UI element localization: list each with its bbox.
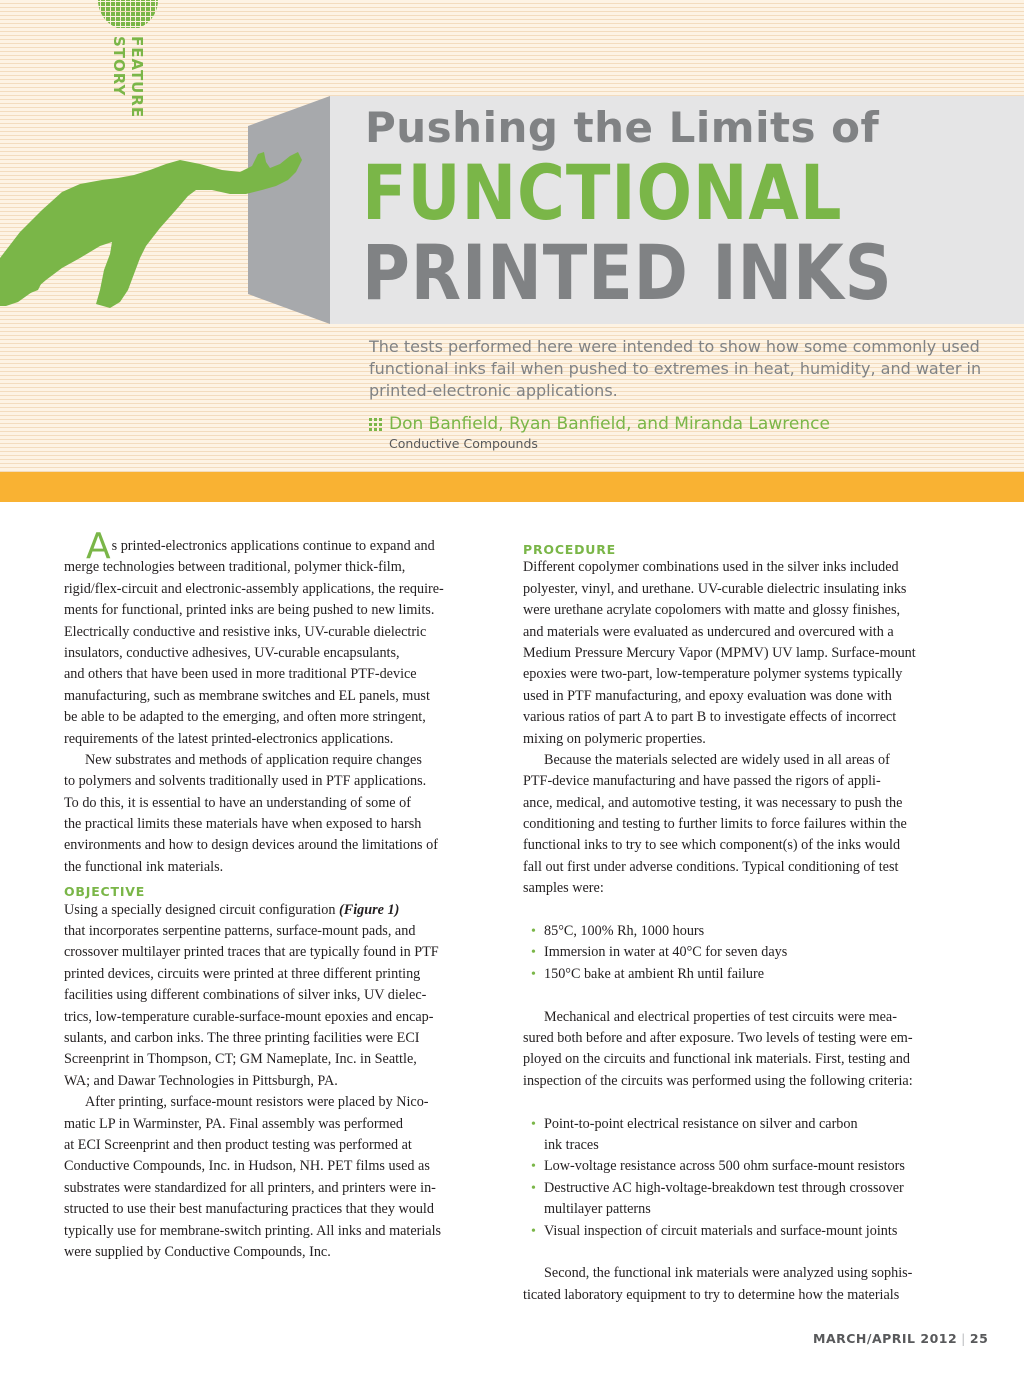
body-line: were supplied by Conductive Compounds, Inc. — [64, 1243, 331, 1260]
body-line: Using a specially designed circuit configuration (Figure 1) — [64, 901, 400, 918]
body-line: functional inks to try to see which component(s) of the inks would — [523, 837, 901, 854]
body-line: used in PTF manufacturing, and epoxy evaluation was done with — [523, 687, 892, 704]
body-line: ments for functional, printed inks are being pushed to new limits. — [64, 602, 435, 619]
bullet-icon: • — [531, 1116, 536, 1132]
dek-line: printed-electronic applications. — [369, 381, 618, 400]
body-line: ance, medical, and automotive testing, it was necessary to push the — [523, 794, 903, 811]
figure-reference: (Figure 1) — [339, 901, 400, 918]
body-line: WA; and Dawar Technologies in Pittsburgh, PA. — [64, 1072, 338, 1089]
body-line: epoxies were two-part, low-temperature polymer systems typically — [523, 666, 903, 683]
byline-grid-icon — [369, 418, 382, 431]
body-line: Medium Pressure Mercury Vapor (MPMV) UV lamp. Surface-mount — [523, 644, 916, 661]
body-line: merge technologies between traditional, polymer thick-film, — [64, 559, 406, 576]
body-line: As printed-electronics applications continue to expand and — [86, 526, 435, 567]
title-line-1: Pushing the Limits of — [365, 103, 880, 152]
body-line: polyester, vinyl, and urethane. UV-curable dielectric insulating inks — [523, 580, 907, 597]
body-line: ployed on the circuits and functional ink materials. First, testing and — [523, 1051, 910, 1068]
folio-separator: | — [961, 1331, 966, 1346]
body-line: Conductive Compounds, Inc. in Hudson, NH. PET films used as — [64, 1158, 430, 1175]
dek-line: functional inks fail when pushed to extremes in heat, humidity, and water in — [369, 359, 982, 378]
bullet-icon: • — [531, 1223, 536, 1239]
body-line: samples were: — [523, 880, 604, 897]
bullet-icon: • — [531, 1180, 536, 1196]
feature-tag-line1: FEATURE — [128, 36, 146, 119]
section-heading-objective: OBJECTIVE — [64, 884, 146, 900]
body-line: New substrates and methods of application require changes — [85, 751, 422, 768]
body-line: crossover multilayer printed traces that are typically found in PTF — [64, 944, 439, 961]
body-line: insulators, conductive adhesives, UV-curable encapsulants, — [64, 644, 400, 661]
body-line: conditioning and testing to further limits to force failures within the — [523, 816, 907, 833]
page-folio — [813, 1331, 988, 1346]
bullet-icon: • — [531, 924, 536, 940]
list-item: • 150°C bake at ambient Rh until failure — [523, 964, 963, 985]
list-item: • Low-voltage resistance across 500 ohm surface-mount resistors — [523, 1156, 963, 1177]
body-line: sured both before and after exposure. Two levels of testing were em- — [523, 1029, 913, 1046]
bullet-icon: • — [531, 945, 536, 961]
body-line: Screenprint in Thompson, CT; GM Nameplate, Inc. in Seattle, — [64, 1051, 417, 1068]
body-line: inspection of the circuits was performed using the following criteria: — [523, 1072, 913, 1089]
body-line: environments and how to design devices around the limitations of — [64, 837, 438, 854]
list-item: • Immersion in water at 40°C for seven days — [523, 942, 963, 963]
feature-story-tag — [110, 36, 146, 118]
body-line: and materials were evaluated as undercured and overcured with a — [523, 623, 894, 640]
body-line: to polymers and solvents traditionally used in PTF applications. — [64, 773, 427, 790]
bullet-icon: • — [531, 1159, 536, 1175]
body-line: manufacturing, such as membrane switches and EL panels, must — [64, 687, 430, 704]
dek-line: The tests performed here were intended to show how some commonly used — [369, 337, 980, 356]
body-line: were urethane acrylate copolomers with matte and glossy finishes, — [523, 602, 901, 619]
feature-tag-line2: STORY — [110, 36, 128, 97]
list-item: • Destructive AC high-voltage-breakdown test through crossover — [523, 1178, 963, 1199]
body-line: facilities using different combinations of silver inks, UV dielec- — [64, 987, 427, 1004]
left-column — [64, 526, 504, 1263]
body-line: Different copolymer combinations used in the silver inks included — [523, 559, 899, 576]
section-heading-procedure: PROCEDURE — [523, 542, 617, 557]
body-line: rigid/flex-circuit and electronic-assembly applications, the require- — [64, 580, 444, 597]
body-line: various ratios of part A to part B to investigate effects of incorrect — [523, 709, 897, 726]
body-line: and others that have been used in more traditional PTF-device — [64, 666, 417, 683]
list-item: • 85°C, 100% Rh, 1000 hours — [523, 921, 963, 942]
body-line: Because the materials selected are widely used in all areas of — [544, 751, 890, 768]
body-line: ticated laboratory equipment to try to determine how the materials — [523, 1286, 900, 1303]
body-line: Second, the functional ink materials were analyzed using sophis- — [544, 1265, 913, 1282]
body-line: that incorporates serpentine patterns, surface-mount pads, and — [64, 923, 416, 940]
body-line: After printing, surface-mount resistors were placed by Nico- — [85, 1094, 429, 1111]
body-line: fall out first under adverse conditions. Typical conditioning of test — [523, 858, 899, 875]
author-names: Don Banfield, Ryan Banfield, and Miranda Lawrence — [389, 414, 830, 434]
body-line: substrates were standardized for all printers, and printers were in- — [64, 1179, 436, 1196]
body-line: be able to be adapted to the emerging, and often more stringent, — [64, 709, 426, 726]
issue-date: MARCH/APRIL 2012 — [813, 1331, 958, 1346]
article-dek — [369, 336, 982, 402]
body-line: To do this, it is essential to have an understanding of some of — [64, 794, 411, 811]
body-line: requirements of the latest printed-electronics applications. — [64, 730, 394, 747]
globe-icon — [96, 0, 160, 28]
body-line: printed devices, circuits were printed at three different printing — [64, 965, 421, 982]
right-column — [523, 536, 963, 1306]
body-line: mixing on polymeric properties. — [523, 730, 706, 747]
body-line: the practical limits these materials have when exposed to harsh — [64, 816, 422, 833]
body-line: sulants, and carbon inks. The three printing facilities were ECI — [64, 1029, 420, 1046]
list-item-continuation: ink traces — [544, 1136, 599, 1153]
page-number: 25 — [969, 1331, 989, 1346]
orange-divider-band — [0, 472, 1024, 502]
body-line: Electrically conductive and resistive inks, UV-curable dielectric — [64, 623, 427, 640]
body-line: matic LP in Warminster, PA. Final assembly was performed — [64, 1115, 404, 1132]
list-item-continuation: multilayer patterns — [544, 1201, 651, 1218]
author-affiliation: Conductive Compounds — [389, 436, 538, 451]
body-line: trics, low-temperature curable-surface-mount epoxies and encap- — [64, 1008, 434, 1025]
body-line: at ECI Screenprint and then product testing was performed at — [64, 1136, 412, 1153]
body-line: structed to use their best manufacturing practices that they would — [64, 1201, 434, 1218]
body-line: PTF-device manufacturing and have passed the rigors of appli- — [523, 773, 881, 790]
title-line-3: PRINTED INKS — [362, 228, 893, 317]
body-line: the functional ink materials. — [64, 858, 224, 875]
list-item: • Visual inspection of circuit materials and surface-mount joints — [523, 1221, 963, 1242]
body-line: Mechanical and electrical properties of test circuits were mea- — [544, 1008, 897, 1025]
pushing-figure-illustration — [0, 150, 320, 320]
body-line: typically use for membrane-switch printing. All inks and materials — [64, 1222, 442, 1239]
bullet-icon: • — [531, 966, 536, 982]
title-line-2: FUNCTIONAL — [362, 148, 843, 237]
list-item: • Point-to-point electrical resistance on silver and carbon — [523, 1114, 963, 1135]
